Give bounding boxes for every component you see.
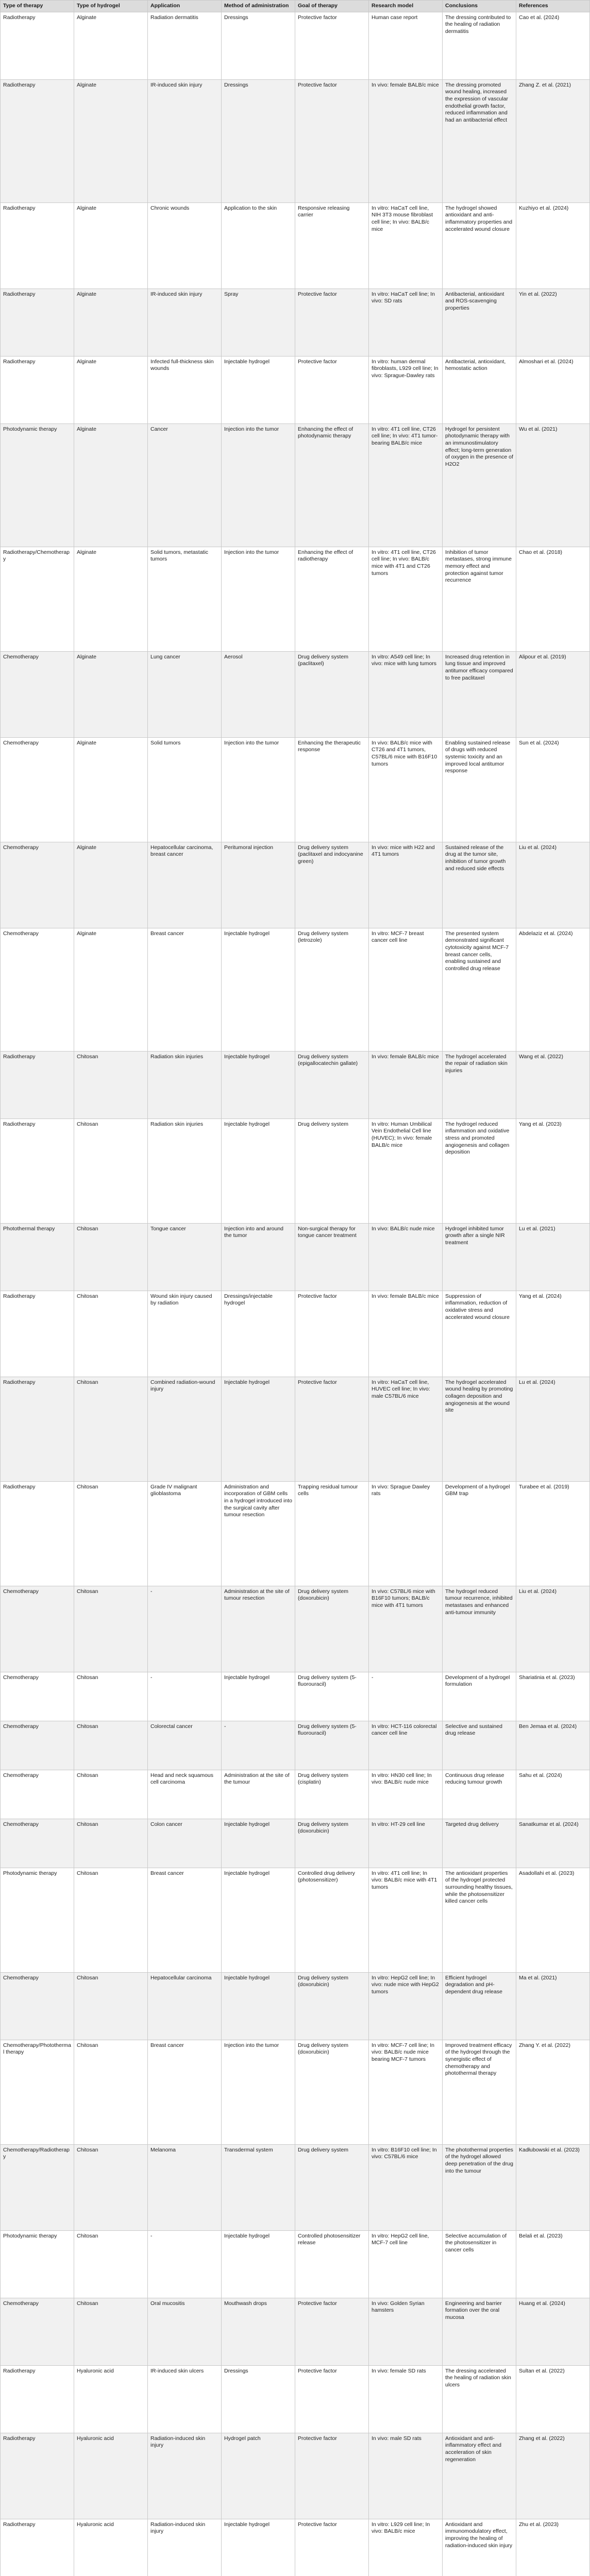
cell-application: Melanoma [148,2144,222,2230]
cell-hydrogel: Alginate [74,928,148,1051]
cell-administration: Transdermal system [222,2144,295,2230]
cell-therapy: Chemotherapy/Photothermal therapy [1,2040,74,2144]
cell-conclusions: The hydrogel reduced inflammation and oxidative stress and promoted angiogenesis and collagen deposition [443,1118,516,1223]
cell-hydrogel: Alginate [74,842,148,928]
cell-conclusions: Development of a hydrogel formulation [443,1672,516,1721]
table-row [1,2230,590,2298]
cell-reference: Liu et al. (2024) [516,842,590,928]
cell-conclusions: Selective and sustained drug release [443,1721,516,1770]
cell-administration: Mouthwash drops [222,2298,295,2365]
cell-reference: Lu et al. (2021) [516,1223,590,1291]
cell-therapy: Radiotherapy [1,12,74,79]
cell-administration: Injection into and around the tumor [222,1223,295,1291]
cell-conclusions: Antioxidant and immunomodulatory effect, improving the healing of radiation-induced skin injury [443,2519,516,2576]
cell-therapy: Chemotherapy [1,842,74,928]
cell-hydrogel: Hyaluronic acid [74,2365,148,2433]
cell-model: In vivo: Sprague Dawley rats [369,1481,443,1586]
cell-reference: Liu et al. (2024) [516,1586,590,1672]
cell-model: In vitro: HepG2 cell line; In vivo: nude mice with HepG2 tumors [369,1972,443,2040]
cell-therapy: Radiotherapy [1,289,74,356]
cell-goal: Drug delivery system [295,1118,369,1223]
cell-hydrogel: Alginate [74,289,148,356]
cell-model: In vitro: 4T1 cell line, CT26 cell line; In vivo: 4T1 tumor-bearing BALB/c mice [369,423,443,547]
cell-hydrogel: Alginate [74,356,148,423]
cell-hydrogel: Chitosan [74,1051,148,1118]
cell-conclusions: Sustained release of the drug at the tumor site, inhibition of tumor growth and reduced side effects [443,842,516,928]
cell-application: Radiation dermatitis [148,12,222,79]
cell-model: In vitro: A549 cell line; In vivo: mice with lung tumors [369,651,443,737]
cell-reference: Zhu et al. (2023) [516,2519,590,2576]
table-row [1,651,590,737]
cell-goal: Drug delivery system (epigallocatechin gallate) [295,1051,369,1118]
cell-administration: Peritumoral injection [222,842,295,928]
cell-reference: Sultan et al. (2022) [516,2365,590,2433]
cell-therapy: Radiotherapy [1,79,74,202]
cell-application: Grade IV malignant glioblastoma [148,1481,222,1586]
cell-goal: Drug delivery system (cisplatin) [295,1770,369,1819]
cell-hydrogel: Hyaluronic acid [74,2433,148,2519]
table-row [1,423,590,547]
cell-application: IR-induced skin ulcers [148,2365,222,2433]
cell-reference: Ben Jemaa et al. (2024) [516,1721,590,1770]
cell-application: Colon cancer [148,1819,222,1868]
table-row [1,737,590,842]
table-row [1,1819,590,1868]
cell-administration: Dressings [222,79,295,202]
cell-reference: Wang et al. (2022) [516,1051,590,1118]
cell-application: Breast cancer [148,928,222,1051]
header-row [1,1,590,12]
table-row [1,1377,590,1481]
cell-reference: Ma et al. (2021) [516,1972,590,2040]
cell-administration: Injectable hydrogel [222,1972,295,2040]
cell-model: In vivo: BALB/c nude mice [369,1223,443,1291]
header-goal-of-therapy: Goal of therapy [295,1,369,12]
cell-therapy: Radiotherapy/Chemotherapy [1,547,74,651]
cell-hydrogel: Chitosan [74,2298,148,2365]
table-row [1,289,590,356]
cell-therapy: Chemotherapy [1,1770,74,1819]
cell-goal: Enhancing the effect of photodynamic therapy [295,423,369,547]
cell-therapy: Radiotherapy [1,2519,74,2576]
cell-hydrogel: Chitosan [74,1377,148,1481]
cell-therapy: Radiotherapy [1,1118,74,1223]
cell-application: - [148,1672,222,1721]
cell-reference: Zhang Z. et al. (2021) [516,79,590,202]
table-header [1,1,590,12]
cell-reference: Cao et al. (2024) [516,12,590,79]
cell-administration: Injectable hydrogel [222,1819,295,1868]
cell-conclusions: Improved treatment efficacy of the hydrogel through the synergistic effect of chemotherapy and photothermal therapy [443,2040,516,2144]
cell-reference: Kadłubowski et al. (2023) [516,2144,590,2230]
cell-conclusions: Enabling sustained release of drugs with reduced systemic toxicity and an improved local antitumor response [443,737,516,842]
cell-conclusions: Development of a hydrogel GBM trap [443,1481,516,1586]
cell-conclusions: The dressing accelerated the healing of radiation skin ulcers [443,2365,516,2433]
cell-goal: Trapping residual tumour cells [295,1481,369,1586]
cell-conclusions: Targeted drug delivery [443,1819,516,1868]
cell-application: Tongue cancer [148,1223,222,1291]
cell-application: Radiation-induced skin injury [148,2519,222,2576]
header-application: Application [148,1,222,12]
cell-administration: Spray [222,289,295,356]
cell-goal: Controlled photosensitizer release [295,2230,369,2298]
cell-model: In vitro: Human Umbilical Vein Endothelial Cell line (HUVEC); In vivo: female BALB/c mice [369,1118,443,1223]
header-type-of-hydrogel: Type of hydrogel [74,1,148,12]
cell-application: Breast cancer [148,2040,222,2144]
cell-model: In vitro: MCF-7 cell line; In vivo: BALB/c nude mice bearing MCF-7 tumors [369,2040,443,2144]
cell-conclusions: The dressing promoted wound healing, increased the expression of vascular endothelial growth factor, reduced inflammation and had an antibacterial effect [443,79,516,202]
cell-hydrogel: Chitosan [74,1770,148,1819]
cell-goal: Protective factor [295,79,369,202]
cell-model: In vitro: MCF-7 breast cancer cell line [369,928,443,1051]
cell-goal: Protective factor [295,1291,369,1377]
cell-conclusions: The hydrogel reduced tumour recurrence, inhibited metastases and enhanced anti-tumour immunity [443,1586,516,1672]
table-row [1,202,590,289]
cell-conclusions: Hydrogel inhibited tumor growth after a single NIR treatment [443,1223,516,1291]
cell-model: In vivo: C57BL/6 mice with B16F10 tumors; BALB/c mice with 4T1 tumors [369,1586,443,1672]
table-row [1,356,590,423]
cell-conclusions: Suppression of inflammation, reduction of oxidative stress and accelerated wound closure [443,1291,516,1377]
header-references: References [516,1,590,12]
cell-model: In vitro: HaCaT cell line, NIH 3T3 mouse fibroblast cell line; In vivo: BALB/c mice [369,202,443,289]
cell-hydrogel: Chitosan [74,1481,148,1586]
cell-goal: Protective factor [295,356,369,423]
cell-administration: Injectable hydrogel [222,1377,295,1481]
cell-goal: Protective factor [295,12,369,79]
cell-reference: Lu et al. (2024) [516,1377,590,1481]
cell-administration: Dressings/injectable hydrogel [222,1291,295,1377]
cell-model: In vitro: 4T1 cell line; In vivo: BALB/c mice with 4T1 tumors [369,1868,443,1972]
cell-reference: Zhang et al. (2022) [516,2433,590,2519]
cell-therapy: Chemotherapy [1,737,74,842]
cell-application: Lung cancer [148,651,222,737]
cell-model: In vitro: HaCaT cell line, HUVEC cell line; In vivo: male C57BL/6 mice [369,1377,443,1481]
cell-administration: Hydrogel patch [222,2433,295,2519]
cell-hydrogel: Chitosan [74,2040,148,2144]
cell-application: Solid tumors, metastatic tumors [148,547,222,651]
cell-conclusions: The presented system demonstrated significant cytotoxicity against MCF-7 breast cancer cells, enabling sustained and controlled drug release [443,928,516,1051]
cell-application: IR-induced skin injury [148,289,222,356]
cell-reference: Alipour et al. (2019) [516,651,590,737]
cell-administration: Injectable hydrogel [222,356,295,423]
cell-reference: Sahu et al. (2024) [516,1770,590,1819]
cell-reference: Wu et al. (2021) [516,423,590,547]
cell-administration: Dressings [222,12,295,79]
header-method-of-administration: Method of administration [222,1,295,12]
cell-reference: Asadollahi et al. (2023) [516,1868,590,1972]
cell-therapy: Chemotherapy/Radiotherapy [1,2144,74,2230]
cell-administration: Dressings [222,2365,295,2433]
cell-goal: Drug delivery system [295,2144,369,2230]
cell-administration: - [222,1721,295,1770]
cell-therapy: Chemotherapy [1,928,74,1051]
cell-reference: Huang et al. (2024) [516,2298,590,2365]
cell-goal: Drug delivery system (5-fluorouracil) [295,1672,369,1721]
cell-therapy: Chemotherapy [1,1721,74,1770]
cell-model: Human case report [369,12,443,79]
cell-conclusions: Continuous drug release reducing tumour growth [443,1770,516,1819]
cell-administration: Application to the skin [222,202,295,289]
cell-reference: Turabee et al. (2019) [516,1481,590,1586]
header-type-of-therapy: Type of therapy [1,1,74,12]
cell-goal: Controlled drug delivery (photosensitizer) [295,1868,369,1972]
cell-application: Oral mucositis [148,2298,222,2365]
cell-conclusions: Antibacterial, antioxidant and ROS-scavenging properties [443,289,516,356]
cell-conclusions: Engineering and barrier formation over the oral mucosa [443,2298,516,2365]
cell-model: In vivo: female BALB/c mice [369,1051,443,1118]
cell-application: Radiation skin injuries [148,1051,222,1118]
header-research-model: Research model [369,1,443,12]
cell-hydrogel: Chitosan [74,1672,148,1721]
cell-model: In vivo: female BALB/c mice [369,1291,443,1377]
cell-goal: Protective factor [295,1377,369,1481]
cell-conclusions: The dressing contributed to the healing of radiation dermatitis [443,12,516,79]
table-row [1,1972,590,2040]
cell-hydrogel: Chitosan [74,2144,148,2230]
cell-model: - [369,1672,443,1721]
cell-model: In vitro: HepG2 cell line, MCF-7 cell line [369,2230,443,2298]
cell-conclusions: Antioxidant and anti-inflammatory effect and acceleration of skin regeneration [443,2433,516,2519]
cell-hydrogel: Chitosan [74,2230,148,2298]
table-row [1,2433,590,2519]
table-row [1,2144,590,2230]
cell-reference: Chao et al. (2018) [516,547,590,651]
cell-administration: Injectable hydrogel [222,928,295,1051]
cell-goal: Enhancing the therapeutic response [295,737,369,842]
cell-application: Radiation skin injuries [148,1118,222,1223]
cell-administration: Administration and incorporation of GBM cells in a hydrogel introduced into the surgical cavity after tumour resection [222,1481,295,1586]
cell-hydrogel: Alginate [74,423,148,547]
cell-application: Combined radiation-wound injury [148,1377,222,1481]
table-row [1,2040,590,2144]
cell-hydrogel: Chitosan [74,1972,148,2040]
cell-goal: Protective factor [295,2298,369,2365]
cell-therapy: Chemotherapy [1,1819,74,1868]
cell-administration: Injectable hydrogel [222,1118,295,1223]
cell-reference: Almoshari et al. (2024) [516,356,590,423]
cell-application: - [148,1586,222,1672]
cell-model: In vivo: Golden Syrian hamsters [369,2298,443,2365]
cell-hydrogel: Alginate [74,79,148,202]
header-conclusions: Conclusions [443,1,516,12]
cell-hydrogel: Chitosan [74,1223,148,1291]
table-row [1,1770,590,1819]
cell-therapy: Photothermal therapy [1,1223,74,1291]
cell-administration: Aerosol [222,651,295,737]
cell-administration: Injectable hydrogel [222,1868,295,1972]
cell-conclusions: Inhibition of tumor metastases, strong immune memory effect and protection against tumor recurrence [443,547,516,651]
cell-therapy: Chemotherapy [1,1586,74,1672]
cell-goal: Drug delivery system (doxorubicin) [295,2040,369,2144]
cell-administration: Administration at the site of the tumour [222,1770,295,1819]
cell-administration: Injection into the tumor [222,423,295,547]
cell-hydrogel: Chitosan [74,1586,148,1672]
cell-goal: Drug delivery system (letrozole) [295,928,369,1051]
cell-conclusions: Hydrogel for persistent photodynamic therapy with an immunostimulatory effect; long-term generation of oxygen in the presence of H2O2 [443,423,516,547]
cell-model: In vivo: female BALB/c mice [369,79,443,202]
table-row [1,547,590,651]
cell-application: Cancer [148,423,222,547]
cell-conclusions: The hydrogel accelerated wound healing by promoting collagen deposition and angiogenesis at the wound site [443,1377,516,1481]
cell-administration: Injectable hydrogel [222,1051,295,1118]
table-row [1,842,590,928]
cell-reference: Belali et al. (2023) [516,2230,590,2298]
cell-therapy: Radiotherapy [1,1377,74,1481]
table-row [1,2519,590,2576]
table-row [1,1868,590,1972]
cell-conclusions: The hydrogel showed antioxidant and anti-inflammatory properties and accelerated wound closure [443,202,516,289]
cell-administration: Injection into the tumor [222,2040,295,2144]
table-row [1,1051,590,1118]
cell-application: Wound skin injury caused by radiation [148,1291,222,1377]
cell-model: In vivo: female SD rats [369,2365,443,2433]
cell-application: IR-induced skin injury [148,79,222,202]
cell-application: Radiation-induced skin injury [148,2433,222,2519]
cell-hydrogel: Chitosan [74,1291,148,1377]
cell-reference: Abdelaziz et al. (2024) [516,928,590,1051]
cell-conclusions: Antibacterial, antioxidant, hemostatic action [443,356,516,423]
table-row [1,1586,590,1672]
cell-therapy: Radiotherapy [1,2433,74,2519]
table-row [1,928,590,1051]
cell-conclusions: Selective accumulation of the photosensitizer in cancer cells [443,2230,516,2298]
cell-therapy: Photodynamic therapy [1,1868,74,1972]
cell-reference: Sanatkumar et al. (2024) [516,1819,590,1868]
cell-model: In vitro: HaCaT cell line; In vivo: SD rats [369,289,443,356]
cell-conclusions: Efficient hydrogel degradation and pH-dependent drug release [443,1972,516,2040]
cell-therapy: Radiotherapy [1,1481,74,1586]
cell-goal: Drug delivery system (5-fluorouracil) [295,1721,369,1770]
cell-model: In vivo: BALB/c mice with CT26 and 4T1 tumors, C57BL/6 mice with B16F10 tumors [369,737,443,842]
cell-model: In vitro: HT-29 cell line [369,1819,443,1868]
cell-model: In vitro: 4T1 cell line, CT26 cell line; In vivo: BALB/c mice with 4T1 and CT26 tumors [369,547,443,651]
cell-reference: Yang et al. (2024) [516,1291,590,1377]
cell-reference: Yang et al. (2023) [516,1118,590,1223]
cell-administration: Injectable hydrogel [222,1672,295,1721]
cell-application: Hepatocellular carcinoma, breast cancer [148,842,222,928]
cell-conclusions: The hydrogel accelerated the repair of radiation skin injuries [443,1051,516,1118]
cell-therapy: Radiotherapy [1,356,74,423]
cell-administration: Injectable hydrogel [222,2230,295,2298]
cell-goal: Protective factor [295,289,369,356]
cell-hydrogel: Hyaluronic acid [74,2519,148,2576]
cell-therapy: Photodynamic therapy [1,423,74,547]
cell-reference: Kuzhiyo et al. (2024) [516,202,590,289]
cell-reference: Zhang Y. et al. (2022) [516,2040,590,2144]
table-row [1,12,590,79]
cell-therapy: Chemotherapy [1,1672,74,1721]
cell-therapy: Radiotherapy [1,202,74,289]
cell-model: In vitro: HCT-116 colorectal cancer cell line [369,1721,443,1770]
cell-model: In vitro: B16F10 cell line; In vivo: C57BL/6 mice [369,2144,443,2230]
table-row [1,1291,590,1377]
cell-therapy: Chemotherapy [1,2298,74,2365]
cell-therapy: Radiotherapy [1,1051,74,1118]
cell-hydrogel: Chitosan [74,1118,148,1223]
cell-model: In vitro: human dermal fibroblasts, L929 cell line; In vivo: Sprague-Dawley rats [369,356,443,423]
table-row [1,2365,590,2433]
cell-model: In vitro: HN30 cell line; In vivo: BALB/c nude mice [369,1770,443,1819]
cell-application: Infected full-thickness skin wounds [148,356,222,423]
cell-conclusions: Increased drug retention in lung tissue and improved antitumor efficacy compared to free paclitaxel [443,651,516,737]
cell-application: Chronic wounds [148,202,222,289]
cell-application: Solid tumors [148,737,222,842]
cell-therapy: Radiotherapy [1,1291,74,1377]
cell-therapy: Photodynamic therapy [1,2230,74,2298]
table-row [1,79,590,202]
cell-conclusions: The photothermal properties of the hydrogel allowed deep penetration of the drug into the tumour [443,2144,516,2230]
cell-goal: Non-surgical therapy for tongue cancer treatment [295,1223,369,1291]
cell-goal: Enhancing the effect of radiotherapy [295,547,369,651]
cell-goal: Drug delivery system (doxorubicin) [295,1819,369,1868]
cell-hydrogel: Alginate [74,547,148,651]
table-row [1,1672,590,1721]
cell-administration: Injectable hydrogel [222,2519,295,2576]
cell-model: In vivo: mice with H22 and 4T1 tumors [369,842,443,928]
cell-goal: Protective factor [295,2365,369,2433]
cell-goal: Drug delivery system (doxorubicin) [295,1972,369,2040]
cell-application: Head and neck squamous cell carcinoma [148,1770,222,1819]
cell-model: In vivo: male SD rats [369,2433,443,2519]
cell-goal: Protective factor [295,2519,369,2576]
cell-reference: Shariatinia et al. (2023) [516,1672,590,1721]
table-row [1,1118,590,1223]
cell-administration: Administration at the site of tumour resection [222,1586,295,1672]
cell-goal: Protective factor [295,2433,369,2519]
cell-administration: Injection into the tumor [222,737,295,842]
cell-hydrogel: Chitosan [74,1721,148,1770]
cell-application: - [148,2230,222,2298]
cell-conclusions: The antioxidant properties of the hydrogel protected surrounding healthy tissues, while the photosensitizer killed cancer cells [443,1868,516,1972]
table-body [1,12,590,2576]
cell-therapy: Chemotherapy [1,1972,74,2040]
cell-hydrogel: Chitosan [74,1819,148,1868]
cell-therapy: Radiotherapy [1,2365,74,2433]
cell-administration: Injection into the tumor [222,547,295,651]
cell-hydrogel: Alginate [74,651,148,737]
cell-model: In vitro: L929 cell line; In vivo: BALB/c mice [369,2519,443,2576]
cell-reference: Sun et al. (2024) [516,737,590,842]
cell-goal: Responsive releasing carrier [295,202,369,289]
cell-goal: Drug delivery system (doxorubicin) [295,1586,369,1672]
cell-hydrogel: Alginate [74,12,148,79]
cell-reference: Yin et al. (2022) [516,289,590,356]
cell-goal: Drug delivery system (paclitaxel and indocyanine green) [295,842,369,928]
table-row [1,2298,590,2365]
cell-hydrogel: Alginate [74,737,148,842]
table-row [1,1481,590,1586]
cell-goal: Drug delivery system (paclitaxel) [295,651,369,737]
table-row [1,1721,590,1770]
cell-application: Colorectal cancer [148,1721,222,1770]
table-row [1,1223,590,1291]
cell-hydrogel: Chitosan [74,1868,148,1972]
cell-hydrogel: Alginate [74,202,148,289]
cell-application: Breast cancer [148,1868,222,1972]
cell-therapy: Chemotherapy [1,651,74,737]
cell-application: Hepatocellular carcinoma [148,1972,222,2040]
